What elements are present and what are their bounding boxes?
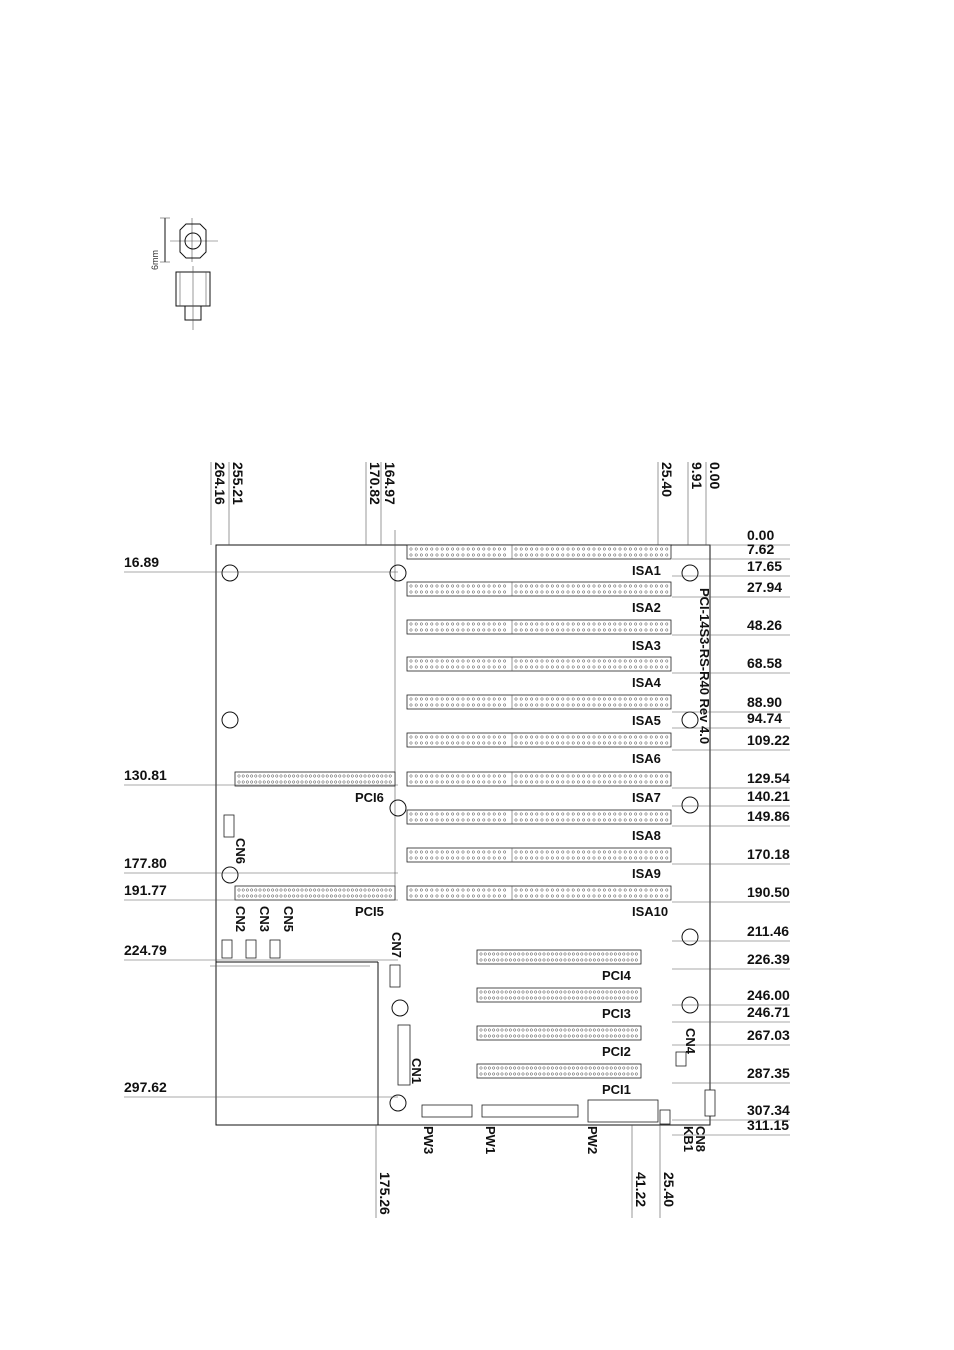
dimension-label: 246.71 [747, 1004, 790, 1020]
dimension-label: 170.18 [747, 846, 790, 862]
pci-slot-label: PCI2 [602, 1044, 631, 1059]
pci-slot-label: PCI1 [602, 1082, 631, 1097]
cn6-connector [224, 815, 234, 837]
isa-slot-label: ISA5 [632, 713, 661, 728]
pci-slot [477, 1064, 641, 1097]
dimension-label: 191.77 [124, 882, 167, 898]
dimension-label: 7.62 [747, 541, 775, 557]
dimension-label: 170.82 [367, 462, 383, 505]
pci-slot-label: PCI6 [355, 790, 384, 805]
pci-slot-label: PCI5 [355, 904, 384, 919]
dimension-label: 68.58 [747, 655, 783, 671]
dimension-label: 0.00 [747, 527, 775, 543]
isa-slot [407, 657, 671, 690]
pw1-connector [482, 1105, 578, 1117]
dimension-label: 0.00 [707, 462, 723, 490]
mounting-hole-icon [222, 565, 238, 581]
cn8-label: CN8 [693, 1126, 708, 1153]
mounting-hole-icon [682, 929, 698, 945]
isa-slot-label: ISA4 [632, 675, 661, 690]
dimension-label: 311.15 [747, 1117, 790, 1133]
pci-slot [477, 950, 641, 983]
dimension-label: 27.94 [747, 579, 783, 595]
dimension-label: 9.91 [689, 462, 705, 490]
isa-slot-label: ISA10 [632, 904, 669, 919]
isa-slot-label: ISA9 [632, 866, 661, 881]
isa-slot-label: ISA7 [632, 790, 661, 805]
pci-slot-label: PCI4 [602, 968, 631, 983]
pci-slot [235, 772, 395, 805]
dimension-label: 17.65 [747, 558, 783, 574]
dimension-label: 25.40 [661, 1172, 677, 1208]
pw2-label: PW2 [585, 1126, 600, 1155]
isa-slot [407, 772, 671, 805]
isa-slots [407, 545, 671, 919]
cn7-connector [390, 965, 400, 987]
cn7-label: CN7 [389, 932, 404, 959]
mounting-hole-icon [222, 867, 238, 883]
mounting-hole-icon [222, 712, 238, 728]
isa-slot [407, 620, 671, 653]
isa-slot-label: ISA3 [632, 638, 661, 653]
dimension-label: 224.79 [124, 942, 167, 958]
dimension-label: 307.34 [747, 1102, 790, 1118]
dimension-label: 16.89 [124, 554, 160, 570]
isa-slot [407, 886, 671, 919]
cn2-connector [222, 940, 232, 958]
dimension-label: 109.22 [747, 732, 790, 748]
dimensions [124, 462, 790, 1218]
cn1-connector [398, 1025, 410, 1085]
dimension-label: 246.00 [747, 987, 790, 1003]
isa-slot-label: ISA1 [632, 563, 661, 578]
mounting-hole-icon [682, 712, 698, 728]
dimension-label: 129.54 [747, 770, 790, 786]
cn8-connector [705, 1090, 715, 1116]
pw3-connector [422, 1105, 472, 1117]
cn5-label: CN5 [281, 906, 296, 933]
dimension-label: 48.26 [747, 617, 783, 633]
standoff-detail [150, 218, 218, 330]
dimension-label: 255.21 [230, 462, 246, 505]
cn5-connector [270, 940, 280, 958]
dimension-label: 267.03 [747, 1027, 790, 1043]
isa-slot [407, 848, 671, 881]
isa-slot-label: ISA8 [632, 828, 661, 843]
cn3-connector [246, 940, 256, 958]
isa-slot [407, 810, 671, 843]
dimension-label: 287.35 [747, 1065, 790, 1081]
pci-slot [477, 988, 641, 1021]
dimension-label: 190.50 [747, 884, 790, 900]
dimension-label: 130.81 [124, 767, 167, 783]
cn2-label: CN2 [233, 906, 248, 933]
dimension-label: 175.26 [377, 1172, 393, 1215]
pci-slot-label: PCI3 [602, 1006, 631, 1021]
mounting-hole-icon [682, 797, 698, 813]
isa-slot-label: ISA2 [632, 600, 661, 615]
dimension-label: 88.90 [747, 694, 783, 710]
dimension-label: 140.21 [747, 788, 790, 804]
mounting-hole-icon [682, 565, 698, 581]
pci-slot [477, 1026, 641, 1059]
kb1-label: KB1 [681, 1126, 696, 1153]
board-title: PCI-14S3-RS-R40 Rev 4.0 [697, 588, 712, 745]
dimension-label: 164.97 [382, 462, 398, 505]
dimension-label: 177.80 [124, 855, 167, 871]
cn6-label: CN6 [233, 838, 248, 865]
hole-dim-label: 6mm [150, 250, 160, 270]
mounting-hole-icon [390, 565, 406, 581]
dimension-label: 41.22 [633, 1172, 649, 1208]
cn1-label: CN1 [409, 1058, 424, 1085]
dimension-label: 149.86 [747, 808, 790, 824]
isa-slot [407, 733, 671, 766]
dimension-label: 297.62 [124, 1079, 167, 1095]
pw2-connector [588, 1100, 658, 1122]
dimension-label: 94.74 [747, 710, 783, 726]
dimension-label: 226.39 [747, 951, 790, 967]
isa-slot-label: ISA6 [632, 751, 661, 766]
cn4-connector [676, 1052, 686, 1066]
dimension-label: 25.40 [659, 462, 675, 498]
kb1-connector [660, 1110, 670, 1124]
isa-slot [407, 545, 671, 578]
pw1-label: PW1 [483, 1126, 498, 1155]
dimension-label: 264.16 [212, 462, 228, 505]
cn3-label: CN3 [257, 906, 272, 933]
isa-slot [407, 695, 671, 728]
pw3-label: PW3 [421, 1126, 436, 1155]
mounting-hole-icon [390, 1095, 406, 1111]
dimension-label: 211.46 [747, 923, 790, 939]
mounting-hole-icon [390, 800, 406, 816]
mounting-hole-icon [392, 1000, 408, 1016]
isa-slot [407, 582, 671, 615]
cn4-label: CN4 [683, 1028, 698, 1055]
